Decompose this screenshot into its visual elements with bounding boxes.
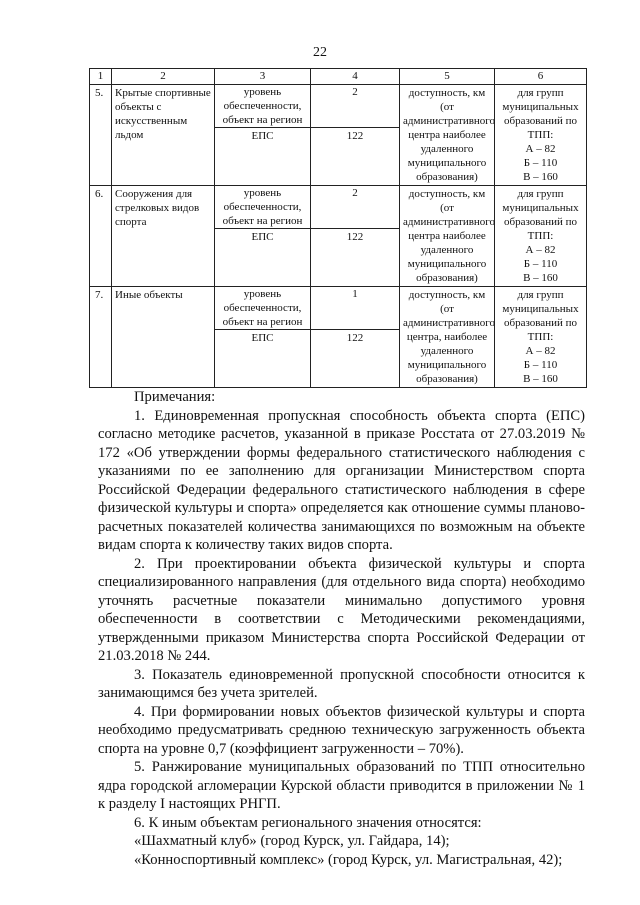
accessibility-text: доступность, км (от административного центра наиболее удаленного муниципального образования)	[400, 186, 495, 287]
value-level: 2	[311, 85, 399, 128]
header-cell: 4	[311, 69, 400, 85]
value-eps: 122	[346, 231, 364, 243]
value-cell	[311, 186, 400, 287]
notes-title: Примечания:	[134, 389, 216, 405]
row-number: 5.	[90, 85, 112, 186]
page-number: 22	[313, 45, 327, 60]
groups-title: для групп муниципальных образований по ТПП:	[502, 188, 579, 242]
header-cell: 6	[495, 69, 587, 85]
indicator-level: уровень обеспеченности, объект на регион	[215, 85, 310, 128]
accessibility-text: доступность, км (от административного центра наиболее удаленного муниципального образования)	[400, 85, 495, 186]
groups-cell	[495, 287, 587, 388]
header-cell: 3	[215, 69, 311, 85]
facility-name: Иные объекты	[112, 287, 215, 388]
indicator-cell	[215, 186, 311, 287]
header-cell: 1	[90, 69, 112, 85]
value-level: 1	[311, 287, 399, 330]
table-row	[90, 287, 587, 388]
indicator-level: уровень обеспеченности, объект на регион	[215, 287, 310, 330]
list-item: «Шахматный клуб» (город Курск, ул. Гайдара, 14);	[134, 833, 450, 849]
group-value: В – 160	[523, 171, 558, 183]
indicator-eps: ЕПС	[251, 332, 274, 344]
table-row	[90, 85, 587, 186]
group-value: А – 82	[525, 244, 556, 256]
table-row	[90, 186, 587, 287]
note-paragraph: 5. Ранжирование муниципальных образований по ТПП относительно ядра городской агломерации Курской области приводится в приложении № 1 к разделу I настоящих РНГП.	[98, 759, 585, 812]
value-eps: 122	[346, 332, 364, 344]
header-cell: 5	[400, 69, 495, 85]
notes-section	[98, 388, 585, 869]
note-paragraph: 2. При проектировании объекта физической культуры и спорта специализированного направления (для отдельного вида спорта) необходимо уточнять расчетные показатели минимально допустимого уровня обеспеченности в соответствии с Методическими рекомендациями, утвержденными приказом Министерства спорта Российской Федерации от 21.03.2018 № 244.	[98, 555, 585, 664]
note-paragraph: 4. При формировании новых объектов физической культуры и спорта необходимо предусматривать среднюю техническую загруженность объекта спорта на уровне 0,7 (коэффициент загруженности – 70%).	[98, 703, 585, 757]
groups-title: для групп муниципальных образований по ТПП:	[502, 87, 579, 141]
header-cell: 2	[112, 69, 215, 85]
facility-name: Сооружения для стрелковых видов спорта	[112, 186, 215, 287]
groups-cell	[495, 85, 587, 186]
indicator-level: уровень обеспеченности, объект на регион	[215, 186, 310, 229]
groups-title: для групп муниципальных образований по ТПП:	[502, 289, 579, 343]
group-value: Б – 110	[523, 359, 558, 371]
group-value: Б – 110	[523, 157, 558, 169]
indicator-eps: ЕПС	[251, 130, 274, 142]
sports-facilities-table	[89, 68, 587, 388]
indicator-cell	[215, 85, 311, 186]
group-value: В – 160	[523, 373, 558, 385]
group-value: А – 82	[525, 143, 556, 155]
row-number: 6.	[90, 186, 112, 287]
value-cell	[311, 287, 400, 388]
table-header-row	[90, 69, 587, 85]
value-eps: 122	[346, 130, 364, 142]
group-value: В – 160	[523, 272, 558, 284]
facility-name: Крытые спортивные объекты с искусственным льдом	[112, 85, 215, 186]
accessibility-text: доступность, км (от административного центра, наиболее удаленного муниципального образования)	[400, 287, 495, 388]
groups-cell	[495, 186, 587, 287]
note-paragraph: 1. Единовременная пропускная способность объекта спорта (ЕПС) согласно методике расчетов, указанной в приказе Росстата от 27.03.2019 № 172 «Об утверждении формы федерального статистического наблюдения с указаниями по ее заполнению для организации Министерством спорта Российской Федерации федерального статистического наблюдения в сфере физической культуры и спорта» определяется как отношение суммы планово-расчетных показателей количества занимающихся по возможным на объекте видам спорта к количеству таких видов спорта.	[98, 407, 585, 553]
note-paragraph: 6. К иным объектам регионального значения относятся:	[134, 814, 482, 831]
list-item: «Конноспортивный комплекс» (город Курск, ул. Магистральная, 42);	[134, 851, 563, 868]
value-cell	[311, 85, 400, 186]
group-value: А – 82	[525, 345, 556, 357]
note-paragraph: 3. Показатель единовременной пропускной способности относится к занимающимся без учета зрителей.	[98, 666, 585, 701]
indicator-eps: ЕПС	[251, 231, 274, 243]
indicator-cell	[215, 287, 311, 388]
row-number: 7.	[90, 287, 112, 388]
value-level: 2	[311, 186, 399, 229]
group-value: Б – 110	[523, 258, 558, 270]
